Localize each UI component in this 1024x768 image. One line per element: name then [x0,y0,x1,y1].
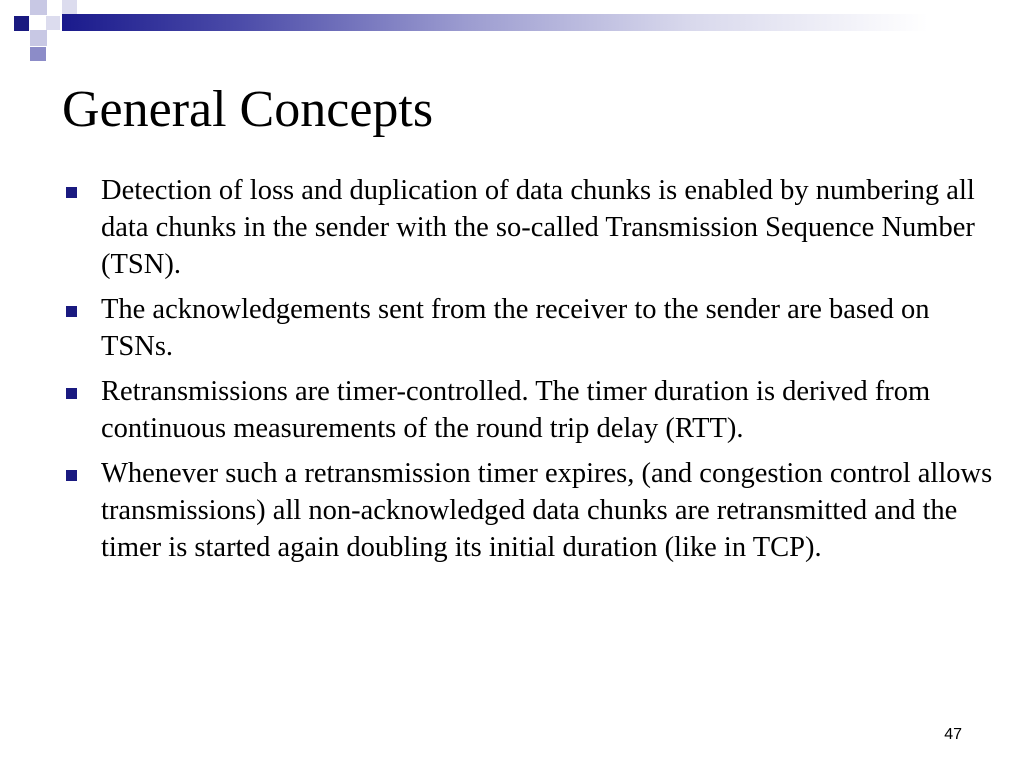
square-bullet-icon [66,470,77,481]
decorative-square [30,0,47,15]
bullet-item [62,373,1002,447]
bullet-text: Detection of loss and duplication of data chunks is enabled by numbering all data chunks in the sender with the so-called Transmission Sequence Number (TSN). [101,175,975,280]
decorative-square [62,0,77,14]
slide-title: General Concepts [62,81,434,138]
bullet-item [62,291,1002,365]
page-number: 47 [944,726,962,743]
square-bullet-icon [66,388,77,399]
bullet-text: Retransmissions are timer-controlled. The timer duration is derived from continuous measurements of the round trip delay (RTT). [101,376,931,444]
bullet-text: The acknowledgements sent from the receiver to the sender are based on TSNs. [101,294,930,362]
bullet-list [62,172,1002,574]
decorative-square [30,47,46,61]
decorative-square [46,16,60,30]
decorative-square [30,30,47,46]
decorative-square [14,16,29,31]
bullet-item [62,172,1002,283]
square-bullet-icon [66,306,77,317]
bullet-item [62,455,1002,566]
bullet-text: Whenever such a retransmission timer expires, (and congestion control allows transmissions) all non-acknowledged data chunks are retransmitted and the timer is started again doubling its initial duration (like in TCP). [101,458,993,563]
square-bullet-icon [66,187,77,198]
header-gradient-bar [62,14,1024,31]
